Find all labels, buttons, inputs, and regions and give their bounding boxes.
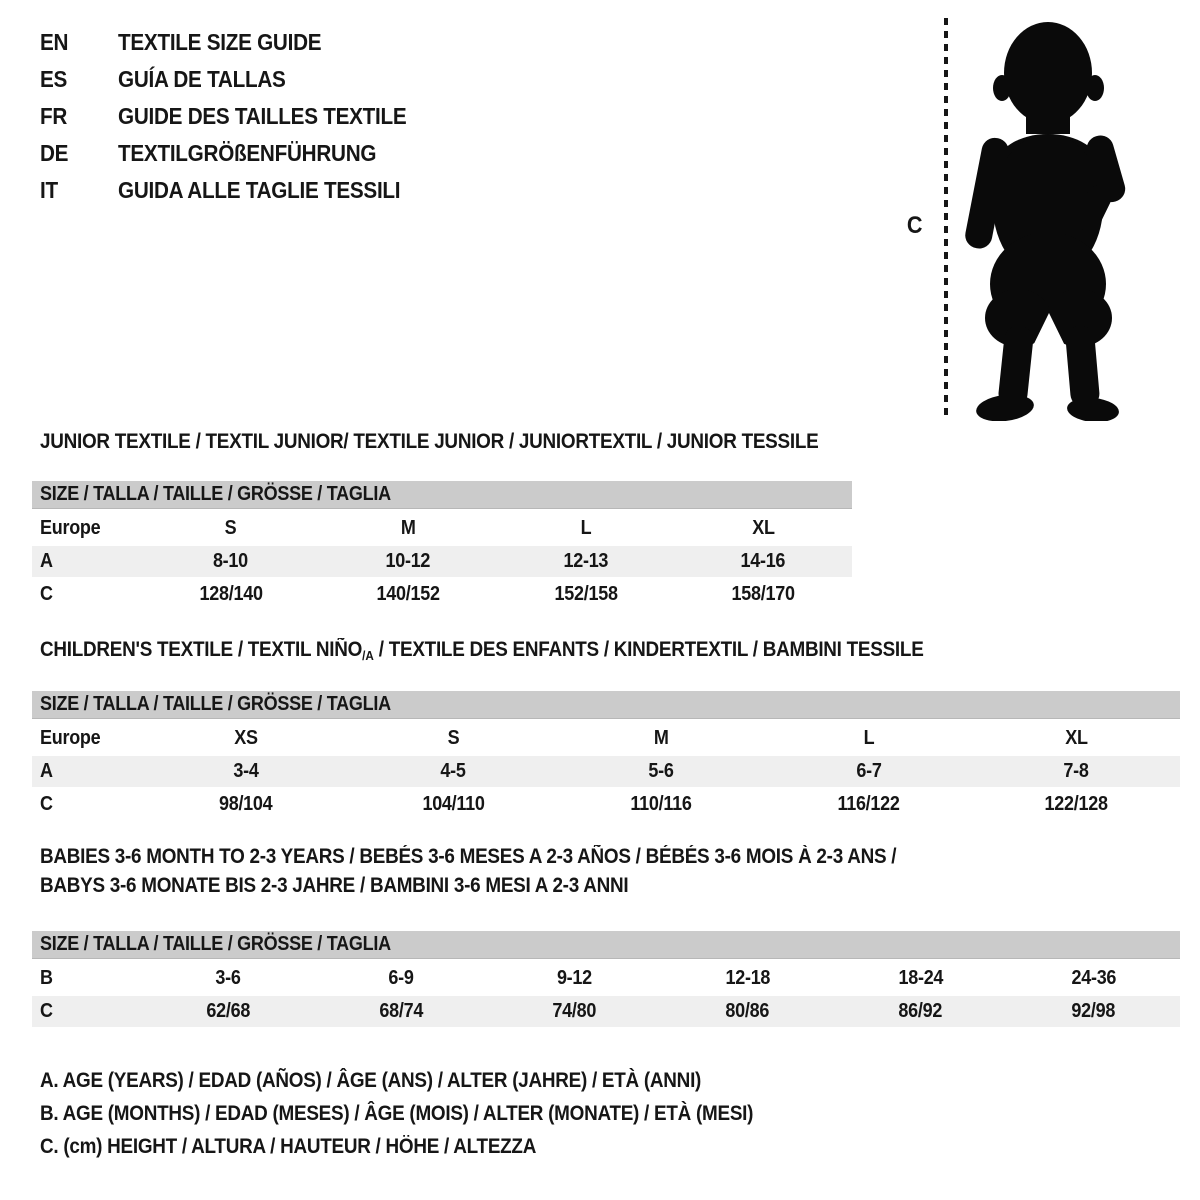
size-col: S [447,726,460,749]
row-label: C [40,1000,53,1022]
babies-size-table [32,931,1180,1029]
row-label: A [40,760,53,782]
language-row-de [40,135,439,172]
junior-height-row [32,579,852,610]
babies-section-title [40,842,991,900]
language-row-it [40,172,439,209]
size-col: L [580,516,592,539]
language-list [40,24,439,209]
size-col: XL [752,516,775,539]
size-col: L [863,726,874,749]
language-title: TEXTILE SIZE GUIDE [118,29,322,55]
children-section-title: CHILDREN'S TEXTILE / TEXTIL NIÑO/A / TEXTILE DES ENFANTS / KINDERTEXTIL / BAMBINI TESSILE [40,638,924,663]
age-value: 10-12 [385,550,431,572]
language-code: FR [40,103,68,129]
language-title: GUIDA ALLE TAGLIE TESSILI [118,177,401,203]
baby-silhouette-icon [956,16,1146,421]
region-label: Europe [40,726,101,749]
junior-size-row [32,512,852,544]
language-row-fr [40,98,439,135]
junior-section-title: JUNIOR TEXTILE / TEXTIL JUNIOR/ TEXTILE JUNIOR / JUNIORTEXTIL / JUNIOR TESSILE [40,430,819,453]
children-age-row [32,756,1180,787]
height-measure-dashed-line [944,18,948,416]
months-value: 18-24 [898,966,943,989]
size-header-band: SIZE / TALLA / TAILLE / GRÖSSE / TAGLIA [32,931,1180,959]
size-col: XS [234,726,258,749]
nino-a-subscript: /A [362,648,374,663]
children-height-row [32,789,1180,820]
height-value: 140/152 [376,583,440,605]
age-value: 3-4 [233,760,259,782]
age-value: 5-6 [648,760,674,782]
language-code: IT [40,177,58,203]
age-value: 14-16 [740,550,786,572]
legend-age-years: A. AGE (YEARS) / EDAD (AÑOS) / ÂGE (ANS) / ALTER (JAHRE) / ETÀ (ANNI) [40,1068,702,1092]
language-title: TEXTILGRÖßENFÜHRUNG [118,140,377,166]
age-value: 4-5 [440,760,466,782]
row-label: C [40,583,53,605]
age-value: 7-8 [1063,760,1089,782]
height-value: 104/110 [422,793,485,815]
measurement-legend [40,1064,832,1163]
height-value: 86/92 [898,1000,943,1022]
region-label: Europe [40,516,101,539]
size-col: M [653,726,669,749]
children-size-table [32,691,1180,822]
height-value: 98/104 [219,793,273,815]
babies-title-line-2: BABYS 3-6 MONATE BIS 2-3 JAHRE / BAMBINI 3-6 MESI A 2-3 ANNI [40,873,629,897]
children-size-row [32,722,1180,754]
age-value: 6-7 [855,760,882,782]
legend-age-months: B. AGE (MONTHS) / EDAD (MESES) / ÂGE (MOIS) / ALTER (MONATE) / ETÀ (MESI) [40,1101,754,1125]
language-row-es [40,61,439,98]
months-value: 9-12 [557,966,592,989]
junior-size-table [32,481,852,612]
age-value: 8-10 [213,550,249,572]
language-code: EN [40,29,69,55]
height-value: 68/74 [379,1000,424,1022]
months-value: 24-36 [1071,966,1116,989]
months-value: 3-6 [215,966,242,989]
height-value: 152/158 [554,583,618,605]
height-value: 116/122 [837,793,900,815]
language-title: GUÍA DE TALLAS [118,66,286,92]
language-code: DE [40,140,69,166]
row-label: C [40,793,53,815]
size-header-band: SIZE / TALLA / TAILLE / GRÖSSE / TAGLIA [32,481,852,509]
height-value: 158/170 [731,583,795,605]
size-col: S [224,516,237,539]
size-col: XL [1064,726,1088,749]
age-value: 12-13 [563,550,609,572]
size-col: M [400,516,416,539]
height-value: 92/98 [1071,1000,1116,1022]
height-value: 122/128 [1044,793,1108,815]
babies-months-row [32,962,1180,994]
months-value: 6-9 [388,966,415,989]
language-row-en [40,24,439,61]
height-value: 110/116 [630,793,692,815]
language-title: GUIDE DES TAILLES TEXTILE [118,103,407,129]
height-value: 80/86 [725,1000,770,1022]
babies-title-line-1: BABIES 3-6 MONTH TO 2-3 YEARS / BEBÉS 3-6 MESES A 2-3 AÑOS / BÉBÉS 3-6 MOIS À 2-3 ANS / [40,844,897,868]
row-label: B [40,966,53,989]
height-value: 74/80 [552,1000,597,1022]
babies-height-row [32,996,1180,1027]
height-measure-c-label: C [906,212,923,239]
legend-height-cm: C. (cm) HEIGHT / ALTURA / HAUTEUR / HÖHE / ALTEZZA [40,1134,537,1158]
size-header-band: SIZE / TALLA / TAILLE / GRÖSSE / TAGLIA [32,691,1180,719]
language-code: ES [40,66,68,92]
junior-age-row [32,546,852,577]
height-value: 128/140 [199,583,263,605]
months-value: 12-18 [725,966,770,989]
height-value: 62/68 [206,1000,251,1022]
row-label: A [40,550,53,572]
